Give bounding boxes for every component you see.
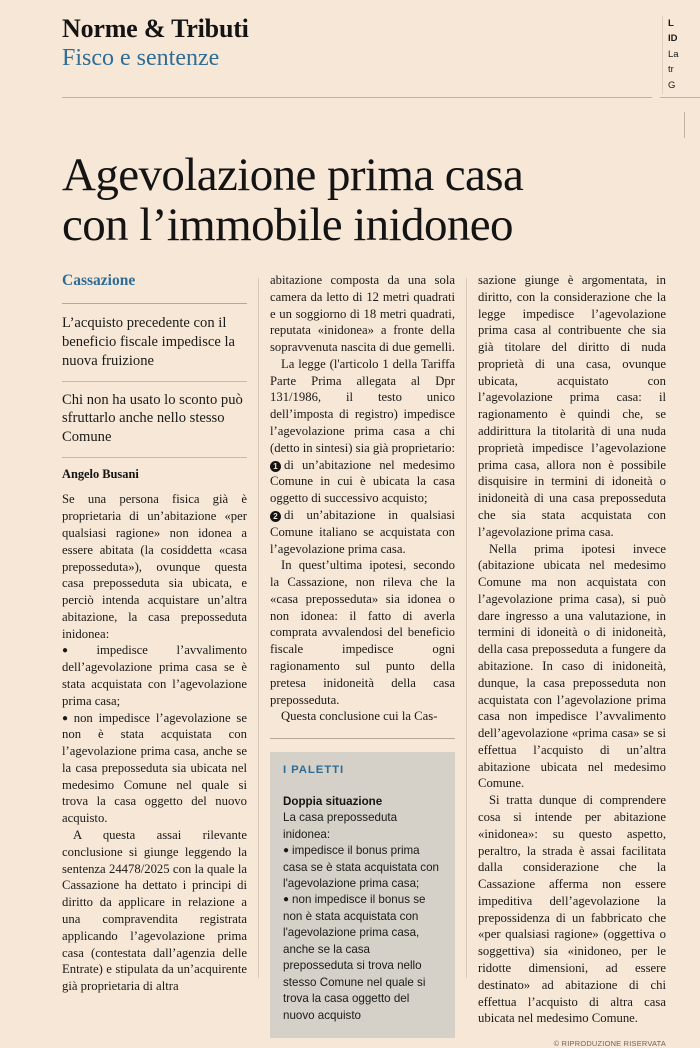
divider (62, 457, 247, 458)
paragraph: La legge (l'articolo 1 della Tariffa Parte Prima allegata al Dpr 131/1986, il testo unico dell’imposta di registro) impedisce l’agevolazione prima casa a chi (detto in sintesi) sia già proprietario: (270, 356, 455, 455)
rail-line-4: tr (668, 64, 674, 76)
number-marker: 2 (270, 511, 281, 522)
paragraph: Questa conclusione cui la Cas- (281, 709, 438, 724)
numbered-item (270, 457, 455, 507)
rail-line-1: L (668, 18, 674, 29)
headline (62, 151, 662, 251)
numbered-text: di un’abitazione nel medesimo Comune in cui è ubicata la casa oggetto di successivo acquisto; (270, 457, 455, 506)
infobox-title: I PALETTI (283, 764, 345, 777)
headline-line-2: con l’immobile inidoneo (62, 199, 513, 252)
right-rail-cutoff (668, 16, 700, 93)
rail-line-5: G (668, 79, 676, 91)
divider (62, 303, 247, 304)
column-3-body (478, 272, 666, 1027)
column-2-body (270, 272, 455, 725)
section-subtitle: Fisco e sentenze (62, 45, 220, 72)
infobox-body (283, 810, 442, 1024)
article-columns (62, 272, 666, 1048)
rail-line-2: ID (668, 33, 678, 45)
rail-divider-vertical (662, 16, 663, 94)
summary-1: L’acquisto precedente con il beneficio fiscale impedisce la nuova fruizione (62, 314, 236, 369)
column-1-body (62, 491, 247, 994)
paragraph: Se una persona fisica già è proprietaria di un’abitazione «per qualsiasi ragione» non idonea a essere abitata (la cosiddetta «casa preposseduta»), ovunque questa casa preposseduta sia ubicata, e perciò intenda acquistare un’altra abitazione, la casa preposseduta inidonea: (62, 492, 247, 641)
bullet-text: impedisce l’avvalimento dell’agevolazione prima casa se è stata acquistata con l’agevolazione prima casa; (62, 643, 247, 708)
infobox-bullet-text: non impedisce il bonus se non è stata acquistata con l'agevolazione prima casa, anche se la casa preposseduta si trova nello stesso Comune nel quale si trova la casa oggetto del nuovo acquisto (283, 893, 426, 1022)
column-divider-1 (258, 278, 259, 978)
paragraph: abitazione composta da una sola camera da letto di 12 metri quadrati e un soggiorno di 18 metri quadrati, reputata «inidonea» a fronte della sopravvenuta nascita di due gemelli. (270, 273, 455, 355)
paragraph: Nella prima ipotesi invece (abitazione ubicata nel medesimo Comune ma non acquistata con l’agevolazione prima casa), si può dare ingresso a una valutazione, in termini di idoneità o di inidoneità, della casa preposseduta a fungere da abitazione. In caso di inidoneità, dunque, la casa preposseduta non acquistata con l’agevolazione prima casa non impedisce l’avvalimento dell’agevolazione «prima casa» se si effettua l’acquisto di un’altra abitazione ubicata nel medesimo Comune. (478, 541, 666, 791)
masthead-rule (62, 97, 652, 98)
section-title: Norme & Tributi (62, 14, 249, 43)
infobox-bullet (283, 892, 442, 1024)
bullet-icon: ● (283, 845, 290, 857)
infobox-bullet-text: impedisce il bonus prima casa se è stata acquistata con l'agevolazione prima casa; (283, 844, 439, 890)
infobox (270, 752, 455, 1038)
bullet-icon: ● (283, 894, 290, 906)
rail-divider-lower (684, 112, 685, 138)
bullet-item (62, 642, 247, 709)
summary-2: Chi non ha usato lo sconto può sfruttarlo anche nello stesso Comune (62, 391, 243, 446)
paragraph: sazione giunge è argomentata, in diritto, con la considerazione che la legge impedisce l’agevolazione prima casa al contribuente che sia già titolare del diritto di nuda proprietà di una casa, ovunque ubicata, acquistato con l’agevolazione prima casa: il ragionamento è quindi che, se addirittura la titolarità di una nuda proprietà impedisce l’agevolazione prima casa, allora non è possibile disquisire in termini di idoneità o inidoneità di una casa preposseduta che sia stata acquistata con l’agevolazione prima casa. (478, 273, 666, 539)
rail-rule (660, 97, 700, 98)
bullet-icon: ● (62, 645, 94, 657)
bullet-item (62, 710, 247, 827)
masthead (62, 14, 652, 72)
bullet-icon: ● (62, 712, 71, 724)
infobox-rule (270, 738, 455, 739)
byline: Angelo Busani (62, 467, 139, 482)
paragraph: Si tratta dunque di comprendere cosa si intende per abitazione «inidonea»: su questo aspetto, peraltro, la strada è assai facilitata dalla considerazione che la Cassazione afferma non essere impeditiva dell’agevolazione la prepossidenza di un fabbricato che «per qualsiasi ragione» (oggettiva o soggettiva) sia «inidoneo, per le ridotte dimensioni, ad essere destinato» ad abitazione di chi effettua l’acquisto di altra casa ubicata nel medesimo Comune. (478, 793, 666, 1026)
number-marker: 1 (270, 461, 281, 472)
column-1 (62, 272, 247, 995)
paragraph: A questa assai rilevante conclusione si giunge leggendo la sentenza 24478/2025 con la quale la Cassazione ha dettato i principi di diritto da applicare in relazione a una compravendita registrata applicando l’agevolazione prima casa (contestata dall’agenzia delle Entrate) e stipulata da un’acquirente già proprietaria di altra (62, 828, 247, 994)
infobox-subtitle: Doppia situazione (283, 795, 383, 809)
paragraph: In quest’ultima ipotesi, secondo la Cassazione, non rileva che la «casa preposseduta» sia idonea o non idonea: il fatto di averla comprata avvalendosi del beneficio fiscale impedisce ogni ragionamento sul punto della pretesa inidoneità della casa preposseduta. (270, 558, 455, 707)
numbered-item (270, 507, 455, 557)
divider (62, 381, 247, 382)
column-3 (478, 272, 666, 1048)
article-kicker: Cassazione (62, 272, 136, 289)
infobox-intro: La casa preposseduta inidonea: (283, 811, 398, 841)
infobox-bullet (283, 843, 442, 892)
column-divider-2 (466, 278, 467, 978)
bullet-text: non impedisce l’agevolazione se non è stata acquistata con l’agevolazione prima casa, anche se la casa preposseduta sia ubicata nel medesimo Comune nel quale si trova la casa oggetto del nuovo acquisto. (62, 710, 248, 826)
copyright-notice: © RIPRODUZIONE RISERVATA (553, 1039, 666, 1048)
column-2 (270, 272, 455, 1038)
headline-line-1: Agevolazione prima casa (62, 149, 524, 202)
rail-line-3: La (668, 48, 679, 60)
infobox-wrapper (270, 738, 455, 1038)
numbered-text: di un’abitazione in qualsiasi Comune italiano se acquistata con l’agevolazione prima casa. (270, 507, 455, 556)
